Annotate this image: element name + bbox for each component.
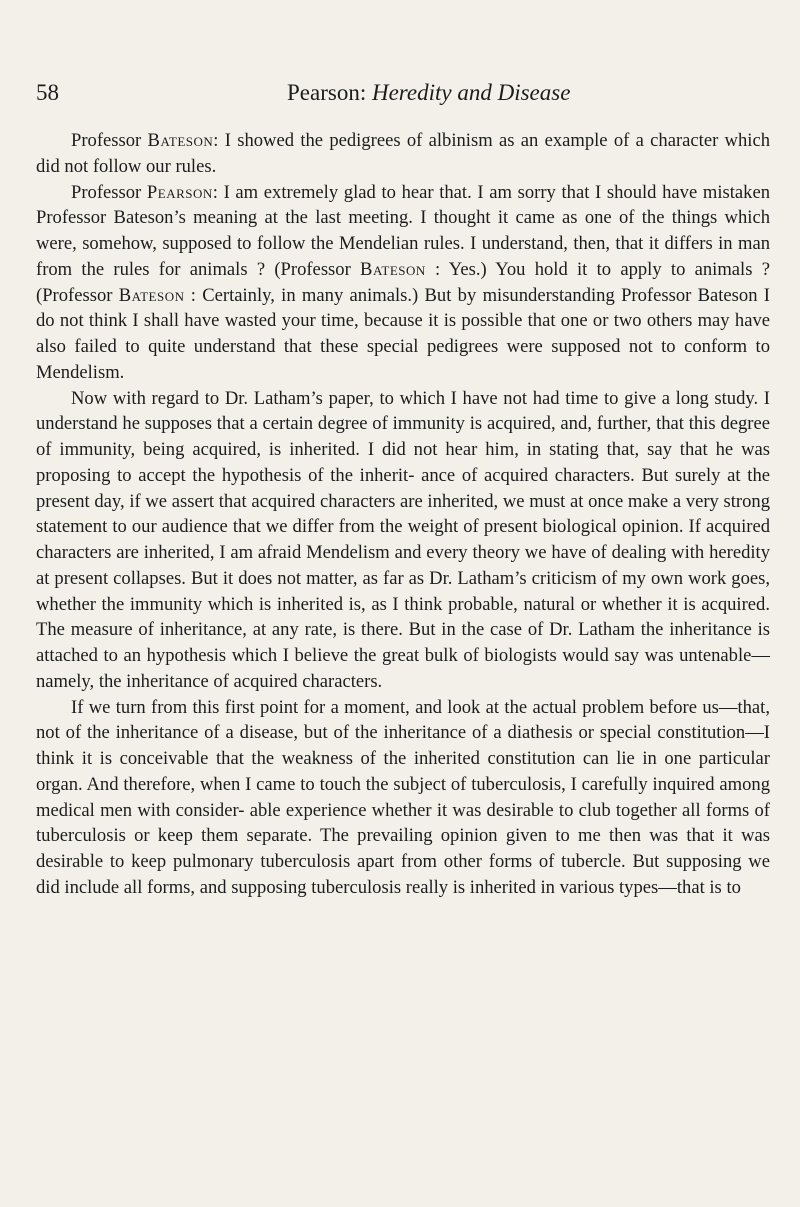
speaker-name: Bateson bbox=[147, 130, 214, 151]
running-title-author: Pearson bbox=[287, 80, 360, 105]
speaker-title: Professor bbox=[71, 181, 142, 203]
paragraph-text: : I showed the pedigrees of albinism as an example of a character which did not follow our rules. bbox=[36, 130, 770, 177]
running-title-separator: : bbox=[359, 80, 372, 105]
paragraph bbox=[36, 695, 770, 901]
speaker-name: Bateson bbox=[360, 258, 426, 280]
paragraph bbox=[36, 180, 770, 386]
running-title bbox=[287, 80, 570, 106]
running-title-book: Heredity and Disease bbox=[371, 80, 571, 105]
paragraph bbox=[36, 128, 770, 180]
paragraph bbox=[36, 386, 770, 695]
paragraph-text: If we turn from this first point for a moment, and look at the actual problem before us—that, not of the inheritance of a disease, but of the inheritance of a diathesis or special constitution—I think it is conceivable that the weakness of the inherited constitution can lie in one particular organ. And therefore, when I came to touch the subject of tuberculosis, I carefully inquired among medical men with consider- able experience whether it was desirable to club together all forms of tuberculosis or keep them separate. The prevailing opinion given to me then was that it was desirable to keep pulmonary tuberculosis apart from other forms of tubercle. But supposing we did include all forms, and supposing tuberculosis really is inherited in various types—that is to bbox=[36, 696, 770, 898]
body-text bbox=[36, 128, 770, 901]
paragraph-text: Now with regard to Dr. Latham’s paper, to which I have not had time to give a long study. I understand he supposes that a certain degree of immunity is acquired, and, further, that this degree of immunity, being acquired, is inherited. I did not hear him, in stating that, say that he was proposing to accept the hypothesis of the inherit- ance of acquired characters. But surely at the present day, if we assert that acquired characters are inherited, we must at once make a very strong statement to our audience that we differ from the weight of present biological opinion. If acquired characters are inherited, I am afraid Mendelism and every theory we have of dealing with heredity at present collapses. But it does not matter, as far as Dr. Latham’s criticism of my own work goes, whether the immunity which is inherited is, as I think probable, natural or whether it is acquired. The measure of inheritance, at any rate, is there. But in the case of Dr. Latham the inheritance is attached to an hypothesis which I believe the great bulk of biologists would say was untenable—namely, the inheritance of acquired characters. bbox=[36, 387, 770, 692]
paragraph-text: : Certainly, in many animals.) But by misunderstanding Professor Bateson I do not think I shall have wasted your time, because it is possible that one or two others may have also failed to quite understand that these special pedigrees were supposed not to conform to Mendelism. bbox=[36, 284, 771, 383]
running-head bbox=[36, 80, 770, 110]
speaker-title: Professor bbox=[71, 130, 142, 151]
paragraph-text: : I am extremely glad to hear that. I am sorry that I should have mistaken Professor Bateson’s meaning at the last meeting. I thought it came as one of the things which were, somehow, supposed to follow the Mendelian rules. I understand, then, that it differs in man from the rules for animals ? (Professor bbox=[36, 181, 770, 280]
speaker-name: Bateson bbox=[118, 284, 185, 306]
speaker-name: Pearson bbox=[146, 181, 213, 203]
paragraph-text: : Yes.) You hold it to apply to animals ? (Professor bbox=[36, 258, 770, 306]
page-number: 58 bbox=[36, 80, 59, 105]
